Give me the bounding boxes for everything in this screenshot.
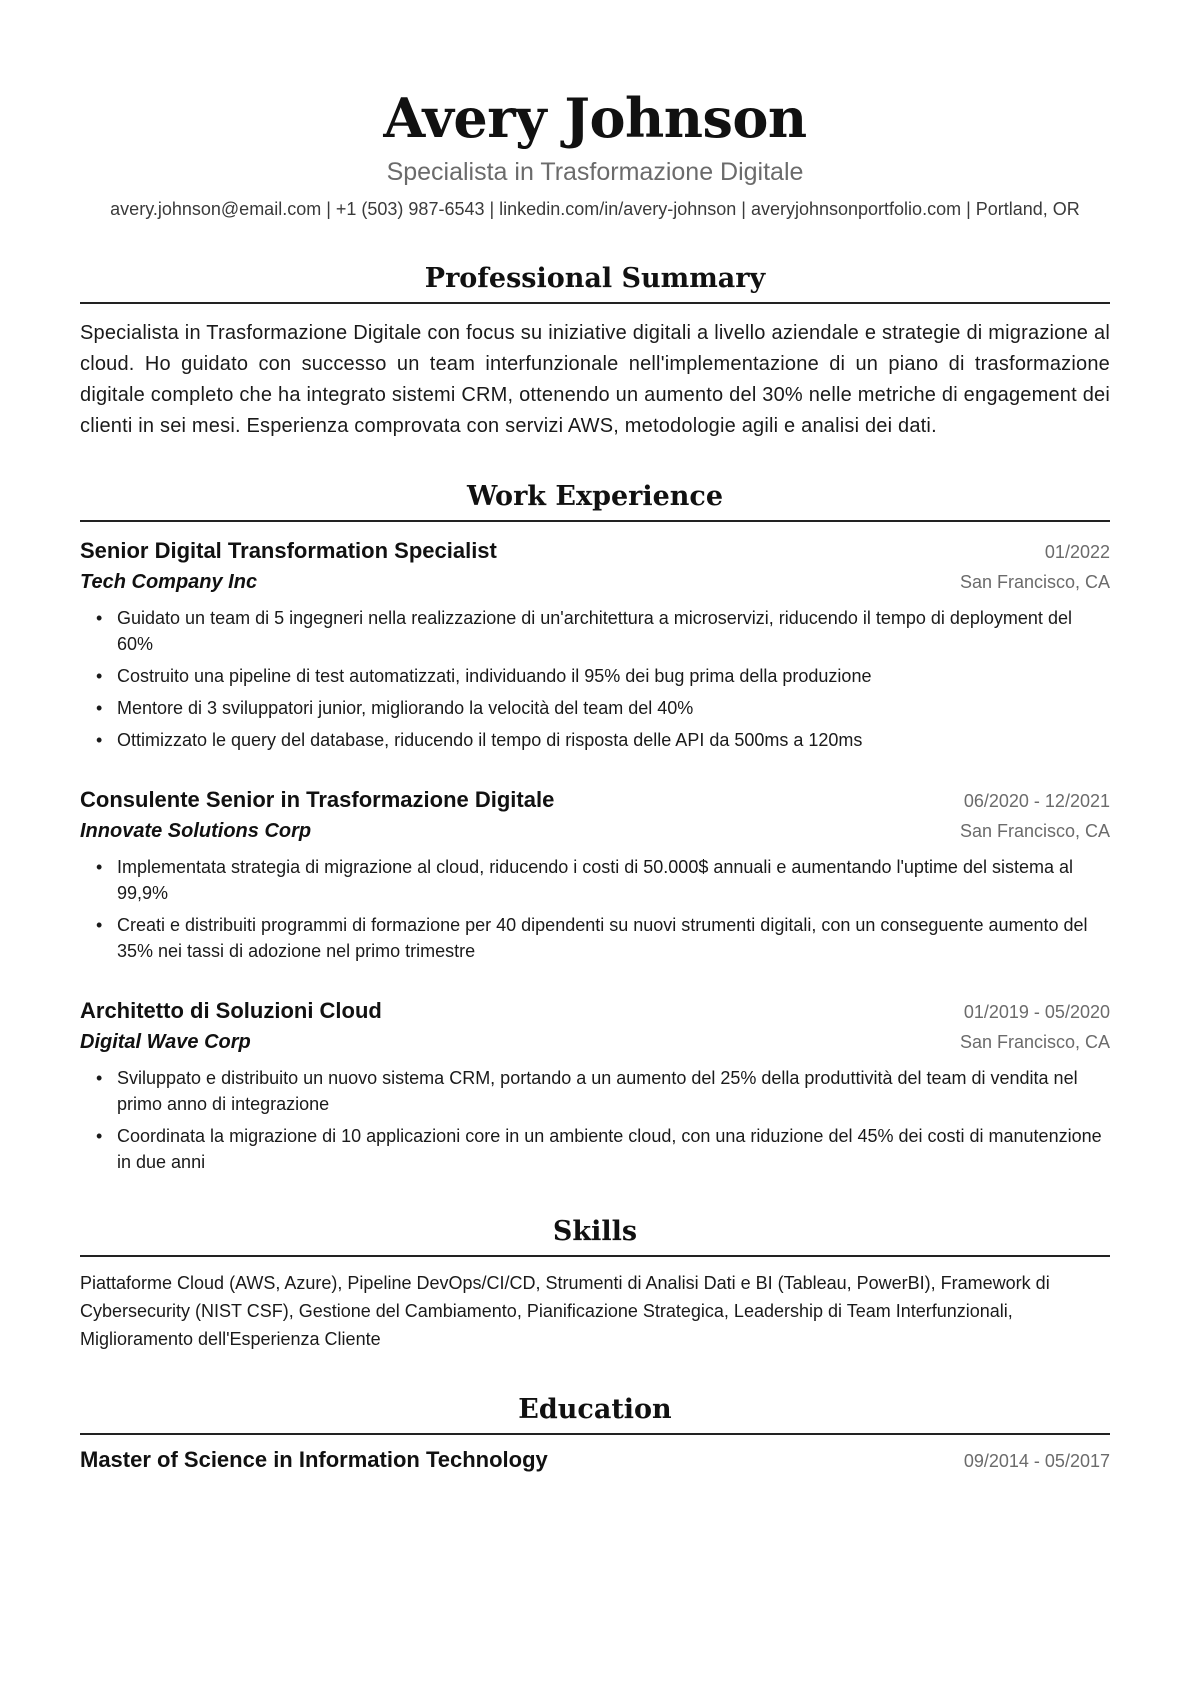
job-bullets (80, 605, 1110, 753)
bullet-text: Mentore di 3 sviluppatori junior, migliorando la velocità del team del 40% (117, 698, 694, 718)
job-title: Architetto di Soluzioni Cloud (80, 998, 382, 1023)
bullet-item (96, 695, 1110, 721)
bullet-icon: • (96, 915, 103, 935)
job-bullets (80, 1065, 1110, 1175)
bullet-icon: • (96, 608, 103, 628)
job-title: Senior Digital Transformation Specialist (80, 538, 497, 563)
summary-text: Specialista in Trasformazione Digitale con focus su iniziative digitali a livello aziendale e strategie di migrazione al cloud. Ho guidato con successo un team interfunzionale nell'implementazione di un piano di trasformazione digitale completo che ha integrato sistemi CRM, ottenendo un aumento del 30% nelle metriche di engagement dei clienti in sei mesi. Esperienza comprovata con servizi AWS, metodologie agili e analisi dei dati. (80, 322, 1110, 437)
education-entry (80, 1445, 1110, 1476)
job-company: Digital Wave Corp (80, 1031, 251, 1053)
job-date: 01/2019 - 05/2020 (963, 1002, 1110, 1022)
job-location: San Francisco, CA (959, 1032, 1110, 1052)
bullet-icon: • (96, 730, 103, 750)
job-location: San Francisco, CA (959, 821, 1110, 841)
bullet-text: Ottimizzato le query del database, riducendo il tempo di risposta delle API da 500ms a 120ms (117, 730, 863, 750)
bullet-item (96, 1123, 1110, 1175)
job-entry (80, 536, 1110, 753)
resume-header (80, 0, 1110, 220)
bullet-icon: • (96, 666, 103, 686)
job-entry (80, 785, 1110, 964)
bullet-item (96, 912, 1110, 964)
candidate-title: Specialista in Trasformazione Digitale (386, 158, 804, 186)
bullet-icon: • (96, 698, 103, 718)
bullet-item (96, 727, 1110, 753)
bullet-text: Coordinata la migrazione di 10 applicazioni core in un ambiente cloud, con una riduzione del 45% dei costi di manutenzione in due anni (117, 1126, 1102, 1172)
bullet-text: Sviluppato e distribuito un nuovo sistema CRM, portando a un aumento del 25% della produttività del team di vendita nel primo anno di integrazione (117, 1068, 1078, 1114)
work-experience-section (80, 480, 1110, 1175)
job-entry (80, 996, 1110, 1175)
job-company: Tech Company Inc (80, 571, 258, 593)
candidate-name: Avery Johnson (383, 86, 807, 150)
contact-line: avery.johnson@email.com | +1 (503) 987-6543 | linkedin.com/in/avery-johnson | averyjohnsonportfolio.com | Portland, OR (110, 199, 1080, 219)
bullet-text: Creati e distribuiti programmi di formazione per 40 dipendenti su nuovi strumenti digitali, con un conseguente aumento del 35% nei tassi di adozione nel primo trimestre (117, 915, 1088, 961)
job-location: San Francisco, CA (959, 572, 1110, 592)
bullet-icon: • (96, 1126, 103, 1146)
job-date: 01/2022 (1044, 542, 1110, 562)
education-date: 09/2014 - 05/2017 (963, 1451, 1110, 1471)
bullet-item (96, 663, 1110, 689)
job-title: Consulente Senior in Trasformazione Digitale (80, 787, 555, 812)
section-heading-work: Work Experience (80, 480, 1110, 522)
bullet-icon: • (96, 1068, 103, 1088)
job-company: Innovate Solutions Corp (80, 820, 312, 842)
section-heading-skills: Skills (80, 1215, 1110, 1257)
bullet-icon: • (96, 857, 103, 877)
section-heading-education: Education (80, 1393, 1110, 1435)
skills-text: Piattaforme Cloud (AWS, Azure), Pipeline DevOps/CI/CD, Strumenti di Analisi Dati e BI (Tableau, PowerBI), Framework di Cybersecurity (NIST CSF), Gestione del Cambiamento, Pianificazione Strategica, Leadership di Team Interfunzionali, Miglioramento dell'Esperienza Cliente (80, 1273, 1050, 1349)
degree-title: Master of Science in Information Technology (80, 1447, 548, 1472)
bullet-item (96, 605, 1110, 657)
job-date: 06/2020 - 12/2021 (963, 791, 1110, 811)
skills-section (80, 1215, 1110, 1353)
education-section (80, 1393, 1110, 1476)
bullet-text: Implementata strategia di migrazione al cloud, riducendo i costi di 50.000$ annuali e aumentando l'uptime del sistema al 99,9% (117, 857, 1073, 903)
bullet-text: Guidato un team di 5 ingegneri nella realizzazione di un'architettura a microservizi, riducendo il tempo di deployment del 60% (117, 608, 1072, 654)
job-bullets (80, 854, 1110, 964)
professional-summary-section (80, 262, 1110, 442)
bullet-item (96, 854, 1110, 906)
bullet-text: Costruito una pipeline di test automatizzati, individuando il 95% dei bug prima della produzione (117, 666, 872, 686)
bullet-item (96, 1065, 1110, 1117)
section-heading-summary: Professional Summary (80, 262, 1110, 304)
